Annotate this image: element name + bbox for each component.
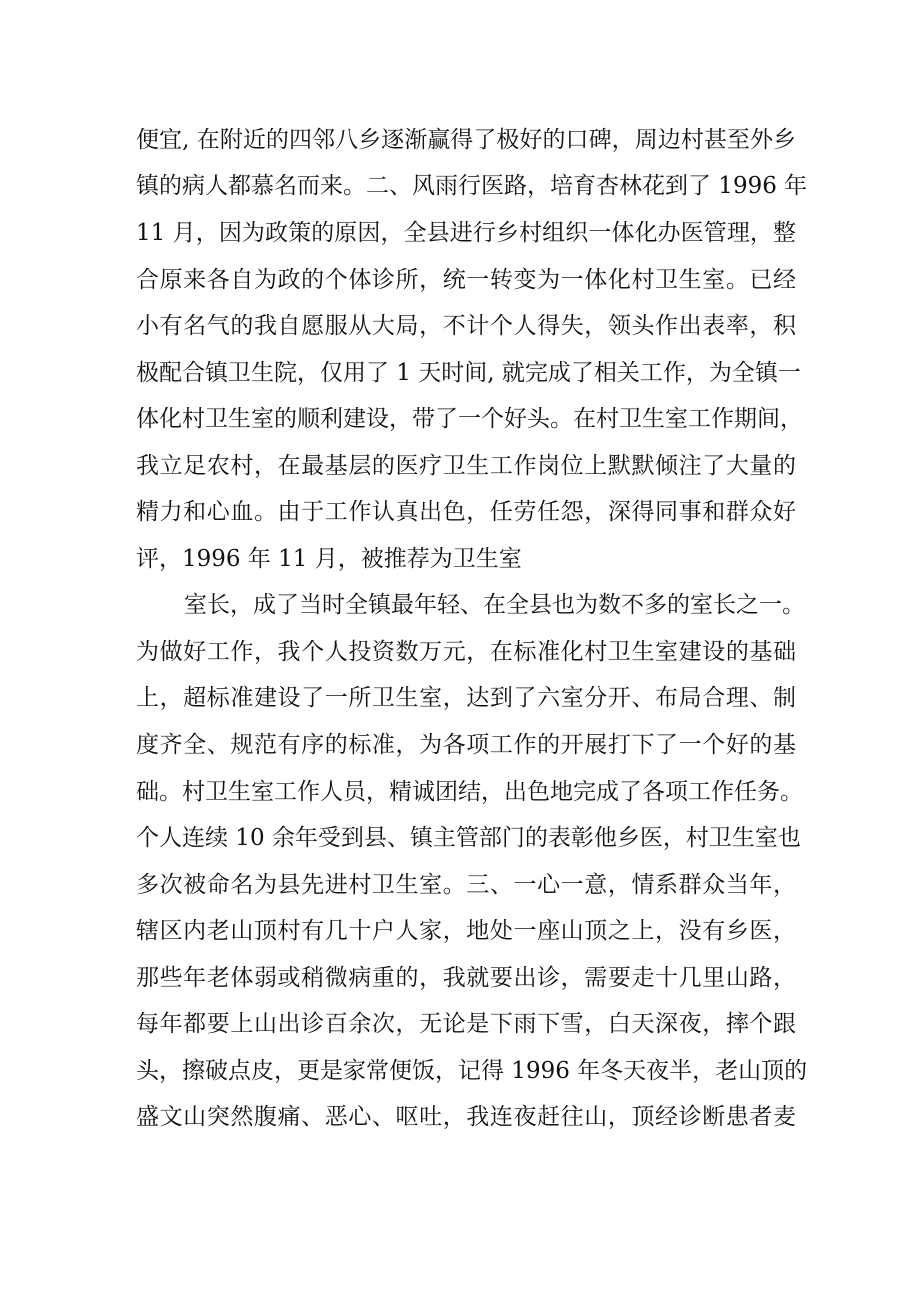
text-line: 上，超标准建设了一所卫生室，达到了六室分开、布局合理、制 [136, 685, 796, 711]
text-line: 极配合镇卫生院，仅用了 1 天时间, 就完成了相关工作，为全镇一 [136, 360, 801, 386]
text-line: 合原来各自为政的个体诊所，统一转变为一体化村卫生室。已经 [136, 267, 796, 293]
text-line: 度齐全、规范有序的标准，为各项工作的开展打下了一个好的基 [136, 732, 796, 758]
text-line: 我立足农村，在最基层的医疗卫生工作岗位上默默倾注了大量的 [136, 453, 796, 479]
text-line: 评，1996 年 11 月，被推荐为卫生室 [136, 546, 522, 572]
text-line: 小有名气的我自愿服从大局，不计个人得失，领头作出表率，积 [136, 313, 796, 339]
text-line: 室长，成了当时全镇最年轻、在全县也为数不多的室长之一。 [184, 592, 805, 618]
text-line: 体化村卫生室的顺利建设，带了一个好头。在村卫生室工作期间， [136, 406, 803, 432]
text-line: 11 月，因为政策的原因，全县进行乡村组织一体化办医管理，整 [136, 220, 796, 246]
text-line: 那些年老体弱或稍微病重的，我就要出诊，需要走十几里山路， [136, 965, 796, 991]
text-line: 多次被命名为县先进村卫生室。三、一心一意，情系群众当年， [136, 872, 796, 898]
text-line: 辖区内老山顶村有几十户人家，地处一座山顶之上，没有乡医， [136, 918, 796, 944]
text-line: 础。村卫生室工作人员，精诚团结，出色地完成了各项工作任务。 [136, 779, 803, 805]
text-line: 个人连续 10 余年受到县、镇主管部门的表彰他乡医，村卫生室也 [136, 825, 801, 851]
text-line: 每年都要上山出诊百余次，无论是下雨下雪，白天深夜，摔个跟 [136, 1011, 796, 1037]
text-line: 盛文山突然腹痛、恶心、呕吐，我连夜赶往山，顶经诊断患者麦 [136, 1104, 796, 1130]
text-line: 为做好工作，我个人投资数万元，在标准化村卫生室建设的基础 [136, 639, 796, 665]
text-line: 便宜, 在附近的四邻八乡逐渐赢得了极好的口碑，周边村甚至外乡 [136, 127, 796, 153]
text-line: 头，擦破点皮，更是家常便饭，记得 1996 年冬天夜半，老山顶的 [136, 1058, 808, 1084]
text-line: 精力和心血。由于工作认真出色，任劳任怨，深得同事和群众好 [136, 499, 796, 525]
text-line: 镇的病人都慕名而来。二、风雨行医路，培育杏林花到了 1996 年 [136, 173, 808, 199]
